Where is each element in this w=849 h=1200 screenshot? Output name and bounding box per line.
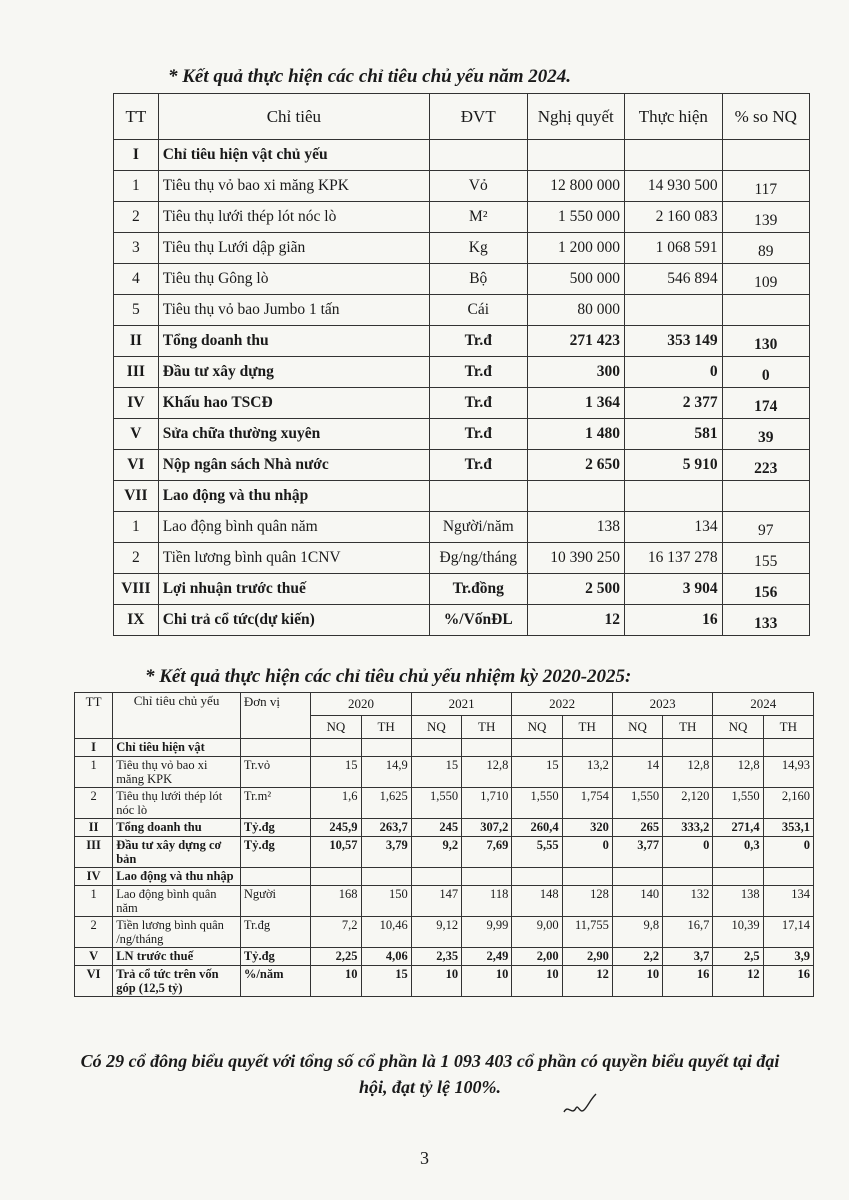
row-indicator: Lao động bình quân năm: [113, 886, 241, 917]
row-indicator: Đầu tư xây dựng cơ bản: [113, 837, 241, 868]
row-indicator: Tiêu thụ lưới thép lót nóc lò: [158, 202, 429, 233]
cell-th: 150: [361, 886, 411, 917]
row-indicator: Tiêu thụ vỏ bao xi măng KPK: [113, 757, 241, 788]
row-percent: [722, 140, 809, 171]
cell-nq: 10,57: [311, 837, 361, 868]
cell-nq: 2,35: [411, 948, 461, 966]
row-actual: 581: [625, 419, 723, 450]
cell-th: [562, 868, 612, 886]
row-unit: %/VốnĐL: [429, 605, 527, 636]
row-tt: 4: [114, 264, 159, 295]
row-percent: 97: [722, 512, 809, 543]
row-tt: 1: [75, 757, 113, 788]
col-year-2022: 2022: [512, 693, 613, 716]
row-resolution: 1 364: [527, 388, 625, 419]
cell-nq: [311, 868, 361, 886]
cell-th: [763, 868, 813, 886]
cell-th: 1,625: [361, 788, 411, 819]
row-indicator: LN trước thuế: [113, 948, 241, 966]
col-year-2020: 2020: [311, 693, 412, 716]
cell-nq: 7,2: [311, 917, 361, 948]
row-tt: 2: [75, 917, 113, 948]
row-resolution: 80 000: [527, 295, 625, 326]
cell-th: 12,8: [462, 757, 512, 788]
cell-th: 307,2: [462, 819, 512, 837]
col-nq: NQ: [612, 716, 662, 739]
row-unit: Tr.đ: [429, 388, 527, 419]
cell-th: 353,1: [763, 819, 813, 837]
row-actual: 2 160 083: [625, 202, 723, 233]
term-2020-2025-table: [74, 692, 814, 997]
col-year-2023: 2023: [612, 693, 713, 716]
row-actual: 134: [625, 512, 723, 543]
cell-nq: 245,9: [311, 819, 361, 837]
row-tt: 5: [114, 295, 159, 326]
row-unit: %/năm: [240, 966, 310, 997]
cell-nq: [512, 868, 562, 886]
table-row: [114, 357, 810, 388]
cell-nq: 15: [512, 757, 562, 788]
table-row: [114, 481, 810, 512]
table-row: [75, 788, 814, 819]
row-actual: 1 068 591: [625, 233, 723, 264]
row-actual: 5 910: [625, 450, 723, 481]
table-row: [75, 886, 814, 917]
row-unit: Tỷ.đg: [240, 837, 310, 868]
cell-th: [361, 739, 411, 757]
row-tt: 1: [75, 886, 113, 917]
row-actual: [625, 481, 723, 512]
col-tt: TT: [75, 693, 113, 739]
cell-nq: 14: [612, 757, 662, 788]
row-actual: 16: [625, 605, 723, 636]
row-indicator: Tổng doanh thu: [158, 326, 429, 357]
cell-nq: [713, 739, 763, 757]
row-percent: 117: [722, 171, 809, 202]
row-indicator: Lao động bình quân năm: [158, 512, 429, 543]
cell-nq: 15: [411, 757, 461, 788]
row-indicator: Tiêu thụ vỏ bao Jumbo 1 tấn: [158, 295, 429, 326]
cell-th: 10,46: [361, 917, 411, 948]
cell-th: 132: [663, 886, 713, 917]
row-tt: II: [114, 326, 159, 357]
cell-th: 14,93: [763, 757, 813, 788]
cell-nq: [311, 739, 361, 757]
col-year-2021: 2021: [411, 693, 512, 716]
row-tt: 3: [114, 233, 159, 264]
row-actual: 3 904: [625, 574, 723, 605]
row-unit: Tr.đ: [429, 450, 527, 481]
row-tt: I: [114, 140, 159, 171]
cell-th: 10: [462, 966, 512, 997]
row-unit: [429, 481, 527, 512]
cell-nq: 9,00: [512, 917, 562, 948]
cell-nq: 168: [311, 886, 361, 917]
cell-th: 17,14: [763, 917, 813, 948]
row-actual: 2 377: [625, 388, 723, 419]
table-row: [114, 233, 810, 264]
row-indicator: Lao động và thu nhập: [158, 481, 429, 512]
cell-th: 16: [663, 966, 713, 997]
row-tt: 1: [114, 512, 159, 543]
caption-2024: * Kết quả thực hiện các chỉ tiêu chủ yếu năm 2024.: [168, 66, 572, 87]
row-indicator: Tiêu thụ Lưới dập giãn: [158, 233, 429, 264]
row-unit: Tỷ.đg: [240, 948, 310, 966]
table-row: [75, 837, 814, 868]
row-tt: VI: [114, 450, 159, 481]
row-indicator: Lợi nhuận trước thuế: [158, 574, 429, 605]
row-indicator: Chi trả cổ tức(dự kiến): [158, 605, 429, 636]
cell-nq: 260,4: [512, 819, 562, 837]
row-resolution: 500 000: [527, 264, 625, 295]
row-indicator: Tiêu thụ vỏ bao xi măng KPK: [158, 171, 429, 202]
row-resolution: [527, 140, 625, 171]
cell-th: 12: [562, 966, 612, 997]
row-percent: 156: [722, 574, 809, 605]
row-unit: Đg/ng/tháng: [429, 543, 527, 574]
row-tt: I: [75, 739, 113, 757]
table-header-row: [114, 94, 810, 140]
row-percent: 89: [722, 233, 809, 264]
cell-th: [763, 739, 813, 757]
row-indicator: Chỉ tiêu hiện vật: [113, 739, 241, 757]
row-tt: 1: [114, 171, 159, 202]
table-row: [114, 512, 810, 543]
row-resolution: 1 200 000: [527, 233, 625, 264]
cell-nq: 12,8: [713, 757, 763, 788]
row-actual: 546 894: [625, 264, 723, 295]
row-percent: 109: [722, 264, 809, 295]
cell-nq: 15: [311, 757, 361, 788]
table-row: [114, 574, 810, 605]
cell-th: 118: [462, 886, 512, 917]
row-percent: 133: [722, 605, 809, 636]
row-percent: 174: [722, 388, 809, 419]
row-percent: [722, 481, 809, 512]
cell-th: [663, 868, 713, 886]
row-tt: III: [75, 837, 113, 868]
cell-nq: 10: [612, 966, 662, 997]
row-unit: Tr.đ: [429, 419, 527, 450]
table-row: [114, 171, 810, 202]
cell-th: 12,8: [663, 757, 713, 788]
row-unit: Tr.đg: [240, 917, 310, 948]
cell-nq: [512, 739, 562, 757]
cell-th: 3,79: [361, 837, 411, 868]
col-actual: Thực hiện: [625, 94, 723, 140]
row-actual: 16 137 278: [625, 543, 723, 574]
cell-th: [462, 868, 512, 886]
cell-nq: 10: [411, 966, 461, 997]
col-nq: NQ: [713, 716, 763, 739]
row-resolution: 10 390 250: [527, 543, 625, 574]
table-header-row: [75, 693, 814, 716]
col-th: TH: [562, 716, 612, 739]
cell-th: 14,9: [361, 757, 411, 788]
row-resolution: 138: [527, 512, 625, 543]
cell-th: 2,49: [462, 948, 512, 966]
row-actual: 353 149: [625, 326, 723, 357]
results-2024-table: [113, 93, 810, 636]
cell-nq: 10: [512, 966, 562, 997]
row-unit: Tr.vỏ: [240, 757, 310, 788]
cell-nq: 0,3: [713, 837, 763, 868]
row-tt: IX: [114, 605, 159, 636]
table-row: [114, 450, 810, 481]
row-percent: 130: [722, 326, 809, 357]
row-percent: 139: [722, 202, 809, 233]
table-row: [114, 140, 810, 171]
cell-nq: 271,4: [713, 819, 763, 837]
row-indicator: Tiêu thụ Gông lò: [158, 264, 429, 295]
row-resolution: 2 500: [527, 574, 625, 605]
table-row: [75, 966, 814, 997]
table-row: [114, 264, 810, 295]
col-th: TH: [462, 716, 512, 739]
cell-nq: 140: [612, 886, 662, 917]
col-resolution: Nghị quyết: [527, 94, 625, 140]
caption-2020-2025: * Kết quả thực hiện các chỉ tiêu chủ yếu nhiệm kỳ 2020-2025:: [145, 666, 632, 687]
row-unit: Tr.đồng: [429, 574, 527, 605]
row-actual: 0: [625, 357, 723, 388]
cell-th: [562, 739, 612, 757]
cell-th: [361, 868, 411, 886]
row-tt: VII: [114, 481, 159, 512]
cell-nq: 265: [612, 819, 662, 837]
row-percent: 155: [722, 543, 809, 574]
row-resolution: 12 800 000: [527, 171, 625, 202]
row-actual: [625, 140, 723, 171]
cell-th: 0: [663, 837, 713, 868]
row-tt: IV: [114, 388, 159, 419]
col-year-2024: 2024: [713, 693, 814, 716]
col-th: TH: [361, 716, 411, 739]
cell-nq: 1,550: [411, 788, 461, 819]
cell-nq: 245: [411, 819, 461, 837]
row-unit: Kg: [429, 233, 527, 264]
table-row: [75, 819, 814, 837]
row-indicator: Tiền lương bình quân 1CNV: [158, 543, 429, 574]
row-unit: Bộ: [429, 264, 527, 295]
cell-th: 11,755: [562, 917, 612, 948]
row-unit: Vỏ: [429, 171, 527, 202]
row-indicator: Trả cổ tức trên vốn góp (12,5 tỷ): [113, 966, 241, 997]
row-indicator: Sửa chữa thường xuyên: [158, 419, 429, 450]
row-tt: IV: [75, 868, 113, 886]
row-resolution: 1 550 000: [527, 202, 625, 233]
cell-th: 16: [763, 966, 813, 997]
row-unit: [240, 868, 310, 886]
row-resolution: 2 650: [527, 450, 625, 481]
col-nq: NQ: [411, 716, 461, 739]
cell-th: 3,7: [663, 948, 713, 966]
page-number: 3: [420, 1148, 429, 1168]
table-row: [75, 917, 814, 948]
row-indicator: Khấu hao TSCĐ: [158, 388, 429, 419]
cell-nq: 1,550: [512, 788, 562, 819]
table-row: [114, 419, 810, 450]
initials-signature: [560, 1090, 600, 1120]
row-unit: [429, 140, 527, 171]
col-th: TH: [663, 716, 713, 739]
row-indicator: Tiêu thụ lưới thép lót nóc lò: [113, 788, 241, 819]
row-resolution: 1 480: [527, 419, 625, 450]
cell-nq: 2,2: [612, 948, 662, 966]
table-row: [75, 948, 814, 966]
col-nq: NQ: [512, 716, 562, 739]
row-percent: 39: [722, 419, 809, 450]
col-percent: % so NQ: [722, 94, 809, 140]
table-row: [75, 757, 814, 788]
row-unit: Tỷ.đg: [240, 819, 310, 837]
row-resolution: 271 423: [527, 326, 625, 357]
row-percent: [722, 295, 809, 326]
cell-th: 1,710: [462, 788, 512, 819]
row-unit: Người: [240, 886, 310, 917]
cell-nq: 2,25: [311, 948, 361, 966]
row-tt: VIII: [114, 574, 159, 605]
cell-nq: 148: [512, 886, 562, 917]
cell-th: 2,160: [763, 788, 813, 819]
row-tt: III: [114, 357, 159, 388]
cell-nq: 2,00: [512, 948, 562, 966]
row-indicator: Chỉ tiêu hiện vật chủ yếu: [158, 140, 429, 171]
table-row: [114, 543, 810, 574]
cell-th: 128: [562, 886, 612, 917]
table-row: [114, 605, 810, 636]
row-tt: 2: [114, 202, 159, 233]
cell-th: 320: [562, 819, 612, 837]
cell-th: 134: [763, 886, 813, 917]
cell-th: 15: [361, 966, 411, 997]
table-row: [75, 868, 814, 886]
cell-nq: 138: [713, 886, 763, 917]
col-unit: ĐVT: [429, 94, 527, 140]
cell-nq: 1,550: [612, 788, 662, 819]
shareholder-note: Có 29 cổ đông biểu quyết với tổng số cổ phần là 1 093 403 cổ phần có quyền biểu quyết tại đại hội, đạt tỷ lệ 100%.: [80, 1051, 780, 1097]
cell-nq: 1,6: [311, 788, 361, 819]
cell-th: 2,90: [562, 948, 612, 966]
row-resolution: 300: [527, 357, 625, 388]
table-row: [75, 739, 814, 757]
cell-th: 263,7: [361, 819, 411, 837]
row-resolution: 12: [527, 605, 625, 636]
row-unit: Tr.m²: [240, 788, 310, 819]
row-tt: V: [114, 419, 159, 450]
row-indicator: Tổng doanh thu: [113, 819, 241, 837]
cell-nq: 2,5: [713, 948, 763, 966]
cell-nq: [713, 868, 763, 886]
row-indicator: Tiền lương bình quân /ng/tháng: [113, 917, 241, 948]
col-indicator: Chỉ tiêu chủ yếu: [113, 693, 241, 739]
cell-nq: 9,12: [411, 917, 461, 948]
cell-nq: [411, 868, 461, 886]
cell-th: 4,06: [361, 948, 411, 966]
row-percent: 0: [722, 357, 809, 388]
cell-th: 7,69: [462, 837, 512, 868]
row-tt: II: [75, 819, 113, 837]
cell-th: 2,120: [663, 788, 713, 819]
row-tt: 2: [75, 788, 113, 819]
row-indicator: Nộp ngân sách Nhà nước: [158, 450, 429, 481]
row-unit: Cái: [429, 295, 527, 326]
row-percent: 223: [722, 450, 809, 481]
cell-th: 1,754: [562, 788, 612, 819]
row-unit: M²: [429, 202, 527, 233]
cell-th: 3,9: [763, 948, 813, 966]
cell-th: 13,2: [562, 757, 612, 788]
cell-th: 0: [562, 837, 612, 868]
col-tt: TT: [114, 94, 159, 140]
cell-th: [462, 739, 512, 757]
cell-nq: 9,2: [411, 837, 461, 868]
cell-nq: 3,77: [612, 837, 662, 868]
cell-nq: 9,8: [612, 917, 662, 948]
row-tt: V: [75, 948, 113, 966]
row-indicator: Lao động và thu nhập: [113, 868, 241, 886]
row-tt: 2: [114, 543, 159, 574]
table-row: [114, 388, 810, 419]
row-unit: Tr.đ: [429, 326, 527, 357]
table-row: [114, 295, 810, 326]
row-indicator: Đầu tư xây dựng: [158, 357, 429, 388]
row-actual: 14 930 500: [625, 171, 723, 202]
table-row: [114, 326, 810, 357]
cell-th: 16,7: [663, 917, 713, 948]
cell-th: 0: [763, 837, 813, 868]
cell-th: [663, 739, 713, 757]
row-unit: Người/năm: [429, 512, 527, 543]
cell-nq: [411, 739, 461, 757]
cell-nq: [612, 739, 662, 757]
row-resolution: [527, 481, 625, 512]
cell-nq: 10: [311, 966, 361, 997]
row-actual: [625, 295, 723, 326]
cell-nq: [612, 868, 662, 886]
cell-nq: 147: [411, 886, 461, 917]
cell-th: 9,99: [462, 917, 512, 948]
cell-nq: 12: [713, 966, 763, 997]
row-tt: VI: [75, 966, 113, 997]
row-unit: [240, 739, 310, 757]
col-indicator: Chỉ tiêu: [158, 94, 429, 140]
row-unit: Tr.đ: [429, 357, 527, 388]
col-unit: Đơn vị: [240, 693, 310, 739]
cell-nq: 10,39: [713, 917, 763, 948]
cell-nq: 5,55: [512, 837, 562, 868]
cell-nq: 1,550: [713, 788, 763, 819]
col-nq: NQ: [311, 716, 361, 739]
col-th: TH: [763, 716, 813, 739]
table-row: [114, 202, 810, 233]
cell-th: 333,2: [663, 819, 713, 837]
